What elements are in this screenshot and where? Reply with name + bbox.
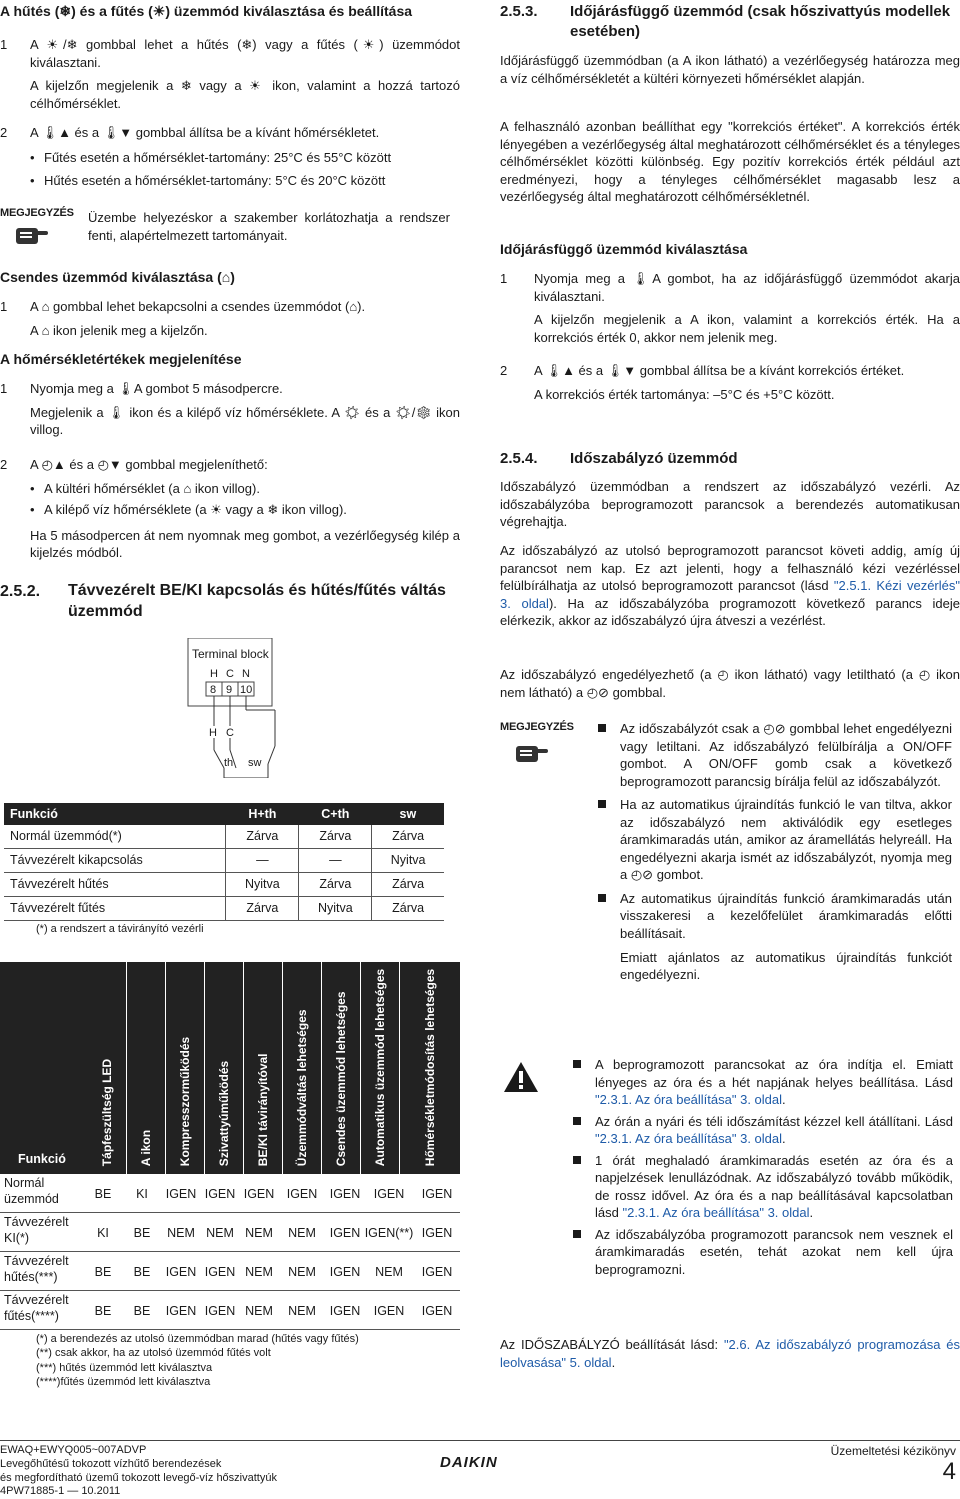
table-row: Távvezérelt KI(*) KI BE NEM NEM NEM NEM IGEN IGEN(**) IGEN — [0, 1213, 460, 1252]
pointing-hand-icon — [14, 222, 50, 248]
list-item: Az automatikus újraindítás funkció áramkimaradás után visszakeresi a kezelőfelület áramkimaradás előtti beállításait. — [620, 890, 952, 942]
list-item: Az időszabályzóba programozott parancsok nem vesznek el áramkimaradás esetén, tehát azokat nem kell újra beprogramozni. — [595, 1226, 953, 1278]
step-1 — [0, 36, 460, 112]
paragraph: Az időszabályzó az utolsó beprogramozott parancsot követi addig, amíg új parancsot nem kap. Ez azt jelenti, hogy a felhasználó kézi vezérléssel felülbírálhatja az utolsó beprogramozott parancsot (lásd "2.5.1. Kézi vezérlés" 3. oldal). Ha az időszabályzóba programozott következő parancs ideje elérkezik, akkor az időszabályzó újra átveszi a vezérlést. — [500, 543, 960, 629]
paragraph: A felhasználó azonban beállíthat egy "korrekciós értéket". A korrekciós érték lényegében a vezérlőegység által meghatározott célhőmérséklet és a tényleges célhőmérséklet közötti különbség. Egy pozitív korrekciós érték például azt eredményezi, hogy a tényleges célhőmérséklet magasabb lesz a vezérlőegység által meghatározott célhőmérsékletnél. — [500, 119, 960, 205]
section-2-5-4 — [500, 449, 960, 469]
section-2-5-2 — [0, 581, 460, 623]
note-box — [0, 206, 460, 256]
step-text: A ◴▲ és a ◴▼ gombbal megjeleníthető: — [30, 457, 268, 472]
terminal-label: N — [242, 668, 250, 680]
step-text: A 🌡▲ és a 🌡▼ gombbal állítsa be a kívánt hőmérsékletet. — [30, 125, 380, 140]
terminal-label: C — [226, 668, 234, 680]
terminal-number: 9 — [226, 684, 233, 696]
section-number: 2.5.3. — [500, 3, 538, 20]
manual-control-link[interactable]: "2.5.1. Kézi vezérlés" 3. oldal — [500, 578, 960, 611]
bullet-item: • Fűtés esetén a hőmérséklet-tartomány: 25°C és 55°C között — [44, 149, 460, 167]
column-header: Tápfeszültség LED — [88, 962, 126, 1174]
section-heading-cooling-heating: A hűtés (❄) és a fűtés (☀) üzemmód kiválasztása és beállítása — [0, 3, 413, 19]
column-header: C+th — [299, 803, 372, 825]
page-footer — [0, 1440, 960, 1497]
column-header: Csendes üzemmód lehetséges — [322, 962, 360, 1174]
section-title: Távvezérelt BE/KI kapcsolás és hűtés/fűtés váltás üzemmód — [68, 582, 446, 620]
list-item: Az órán a nyári és téli időszámítást kézzel kell átállítani. Lásd "2.3.1. Az óra beállítása" 3. oldal. — [595, 1113, 953, 1147]
note-label: MEGJEGYZÉS — [500, 721, 574, 733]
pointing-hand-icon — [514, 740, 550, 766]
column-header: Üzemmódváltás lehetséges — [283, 962, 321, 1174]
column-header: A ikon — [127, 962, 165, 1174]
list-item: Ha az automatikus újraindítás funkció le van tiltva, akkor az időszabályzó nem aktiválódik egy esetleges áramkimaradás után, amikor az áramellátás helyreáll. Ha engedélyezni akarja ismét az időszabályzót, nyomja meg a ◴⊘ gombot. — [620, 797, 952, 883]
paragraph: Időjárásfüggő üzemmódban (a A ikon látható) a vezérlőegység határozza meg a víz célhőmérsékletét a kültéri környezeti hőmérséklet alapján. — [500, 53, 960, 86]
table-footnote: (*) a rendszert a távirányító vezérli — [36, 923, 204, 935]
warning-list — [595, 1056, 953, 1279]
wire-label: C — [226, 727, 234, 739]
list-item-continued: Emiatt ajánlatos az automatikus újraindítás funkciót engedélyezni. — [620, 949, 952, 983]
section-number: 2.5.4. — [500, 450, 538, 467]
table-row: Távvezérelt kikapcsolás — — Nyitva — [4, 849, 444, 873]
clock-setting-link[interactable]: "2.3.1. Az óra beállítása" 3. oldal — [622, 1205, 810, 1221]
step-text: A 🌡▲ és a 🌡▼ gombbal állítsa be a kívánt korrekciós értéket. — [534, 363, 905, 378]
bullet-item: • A kilépő víz hőmérséklete (a ☀ vagy a ❄ ikon villog). — [44, 501, 460, 519]
step-text: A ⌂ gombbal lehet bekapcsolni a csendes üzemmódot (⌂). — [30, 299, 366, 314]
bullet-item: • A kültéri hőmérséklet (a ⌂ ikon villog). — [44, 480, 460, 498]
terminal-number: 8 — [210, 684, 217, 696]
section-number: 2.5.2. — [0, 583, 41, 600]
step-text: A kijelzőn megjelenik a ❄ vagy a ☀ ikon, valamint a hozzá tartozó célhőmérséklet. — [30, 78, 460, 111]
column-header: sw — [372, 803, 444, 825]
table-row: Távvezérelt hűtés(***) BE BE IGEN IGEN NEM NEM IGEN NEM IGEN — [0, 1252, 460, 1291]
footer-model-info: EWAQ+EWYQ005~007ADVP Levegőhűtésű tokozott vízhűtő berendezések és megfordítható üzemű tokozott levegő-víz hőszivattyúk 4PW71885-1 — 10.2011 — [0, 1444, 277, 1498]
footer-manual-info: Üzemeltetési kézikönyv 4 — [830, 1444, 956, 1485]
step-number: 1 — [0, 37, 8, 52]
column-header: BE/KI távirányítóval — [244, 962, 282, 1174]
corner-header: Funkció — [0, 962, 88, 1174]
section-2-5-3 — [500, 2, 960, 41]
step-2 — [0, 124, 460, 190]
step-text: A korrekciós érték tartománya: –5°C és +5°C között. — [534, 386, 835, 402]
wire-label: H — [209, 727, 217, 739]
weather-step-2: 2 A 🌡▲ és a 🌡▼ gombbal állítsa be a kívánt korrekciós értéket. A korrekciós érték tartománya: –5°C és +5°C között. — [500, 362, 960, 403]
clock-setting-link[interactable]: "2.3.1. Az óra beállítása" 3. oldal — [595, 1131, 783, 1147]
temp-step-1: 1 Nyomja meg a 🌡A gombot 5 másodpercre. Megjelenik a 🌡 ikon és a kilépő víz hőmérséklete. A ☀ és a ☀/❄ ikon villog. — [0, 381, 460, 438]
column-header: Automatikus üzemmód lehetséges — [361, 962, 399, 1174]
step-text: Nyomja meg a 🌡A gombot 5 másodpercre. — [30, 381, 283, 396]
table-row: Távvezérelt fűtés Zárva Nyitva Zárva — [4, 897, 444, 921]
column-header: Szivattyúműködés — [205, 962, 243, 1174]
step-text: A ⌂ ikon jelenik meg a kijelzőn. — [30, 322, 208, 338]
terminal-number: 10 — [240, 684, 253, 696]
column-header: Hőmérsékletmódosítás lehetséges — [400, 962, 460, 1174]
function-table — [4, 803, 444, 921]
step-text: A ☀/❄ gombbal lehet a hűtés (❄) vagy a fűtés (☀) üzemmódot kiválasztani. — [30, 37, 460, 70]
step-text: Nyomja meg a 🌡A gombot, ha az időjárásfüggő üzemmódot akarja kiválasztani. — [534, 271, 960, 304]
step-text: Ha 5 másodpercen át nem nyomnak meg gombot, a vezérlőegység kilép a kijelzés módból. — [30, 527, 460, 561]
section-title: Időszabályzó üzemmód — [570, 450, 738, 467]
terminal-label: H — [210, 668, 218, 680]
table-row: Távvezérelt fűtés(****) BE BE IGEN IGEN NEM NEM IGEN IGEN IGEN — [0, 1291, 460, 1330]
table-header-row — [4, 803, 444, 825]
brand-logo: DAIKIN — [440, 1454, 498, 1471]
terminal-block-diagram — [180, 638, 320, 778]
list-item: 1 órát meghaladó áramkimaradás esetén az óra és a napjelzések lenullázódnak. Az időszabályzó tovább működik, de rossz idővel. Az óra és a nap beállításával kapcsolatban lásd "2.3.1. Az óra beállítása" 3. oldal. — [595, 1152, 953, 1221]
terminal-block-title: Terminal block — [192, 647, 269, 661]
step-text: Megjelenik a 🌡 ikon és a kilépő víz hőmérséklete. A ☀ és a ☀/❄ ikon villog. — [30, 404, 460, 438]
weather-step-1: 1 Nyomja meg a 🌡A gombot, ha az időjárásfüggő üzemmódot akarja kiválasztani. A kijelzőn megjelenik a A ikon, valamint a korrekciós érték. Ha a korrekciós érték 0, akkor nem jelenik meg. — [500, 271, 960, 345]
quiet-step-1: 1 A ⌂ gombbal lehet bekapcsolni a csendes üzemmódot (⌂). A ⌂ ikon jelenik meg a kijelzőn. — [0, 298, 460, 339]
list-item: A beprogramozott parancsokat az óra indítja el. Emiatt lényeges az óra és a hét napjának helyes beállítása. Lásd "2.3.1. Az óra beállítása" 3. oldal. — [595, 1057, 953, 1108]
clock-setting-link[interactable]: "2.3.1. Az óra beállítása" 3. oldal — [595, 1092, 783, 1108]
closing-paragraph: Az IDŐSZABÁLYZÓ beállítását lásd: "2.6. Az időszabályzó programozása és leolvasása" 5. oldal. — [500, 1337, 960, 1370]
paragraph: Időszabályzó üzemmódban a rendszert az időszabályzó vezérli. Az időszabályzóba beprogramozott parancsok a berendezés automatikusan végrehajtja. — [500, 479, 960, 530]
table-row: Normál üzemmód(*) Zárva Zárva Zárva — [4, 825, 444, 849]
step-text: A kijelzőn megjelenik a A ikon, valamint a korrekciós érték. Ha a korrekciós érték 0, akkor nem jelenik meg. — [534, 312, 960, 345]
subsection-title: Időjárásfüggő üzemmód kiválasztása — [500, 241, 748, 257]
bullet-item: • Hűtés esetén a hőmérséklet-tartomány: 5°C és 20°C között — [44, 172, 460, 190]
note-text: Üzembe helyezéskor a szakember korlátozhatja a rendszer fenti, alapértelmezett tartományait. — [88, 210, 450, 243]
thermostat-label: th — [224, 757, 234, 769]
timer-programming-link[interactable]: "2.6. Az időszabályzó programozása és leolvasása" 5. oldal — [500, 1337, 960, 1370]
table-row: Normál üzemmód BE KI IGEN IGEN IGEN IGEN IGEN IGEN IGEN — [0, 1174, 460, 1213]
quiet-mode-title: Csendes üzemmód kiválasztása (⌂) — [0, 269, 235, 285]
matrix-footnotes: (*) a berendezés az utolsó üzemmódban marad (hűtés vagy fűtés) (**) csak akkor, ha az utolsó üzemmód fűtés volt (***) hűtés üzemmód lett kiválasztva (****)fűtés üzemmód lett kiválasztva — [36, 1333, 359, 1388]
paragraph: Az időszabályzó engedélyezhető (a ◴ ikon látható) vagy letiltható (a ◴ ikon nem látható) a ◴⊘ gombbal. — [500, 667, 960, 700]
section-title: Időjárásfüggő üzemmód (csak hőszivattyús modellek esetében) — [570, 3, 951, 40]
column-header: Kompresszorműködés — [166, 962, 204, 1174]
step-number: 2 — [0, 125, 8, 140]
column-header: Funkció — [4, 803, 226, 825]
temp-step-2: 2 A ◴▲ és a ◴▼ gombbal megjeleníthető: • A kültéri hőmérséklet (a ⌂ ikon villog). • A kilépő víz hőmérséklete (a ☀ vagy a ❄ ikon villog). Ha 5 másodpercen át nem nyomnak meg gombot, a vezérlőegység kilép a kijelzés módból. — [0, 456, 460, 562]
table-row: Távvezérelt hűtés Nyitva Zárva Zárva — [4, 873, 444, 897]
note-list — [620, 720, 952, 984]
temp-display-title: A hőmérsékletértékek megjelenítése — [0, 351, 242, 367]
note-label: MEGJEGYZÉS — [0, 207, 74, 219]
list-item: Az időszabályzót csak a ◴⊘ gombbal lehet engedélyezni vagy letiltani. Az időszabályzó felülbírálja a ON/OFF gombot. A ON/OFF gomb csak a következő beprogramozott parancsig bírálja felül az időszabályzót. — [620, 721, 952, 789]
warning-icon — [502, 1060, 540, 1094]
switch-label: sw — [248, 757, 262, 769]
column-header: H+th — [226, 803, 299, 825]
